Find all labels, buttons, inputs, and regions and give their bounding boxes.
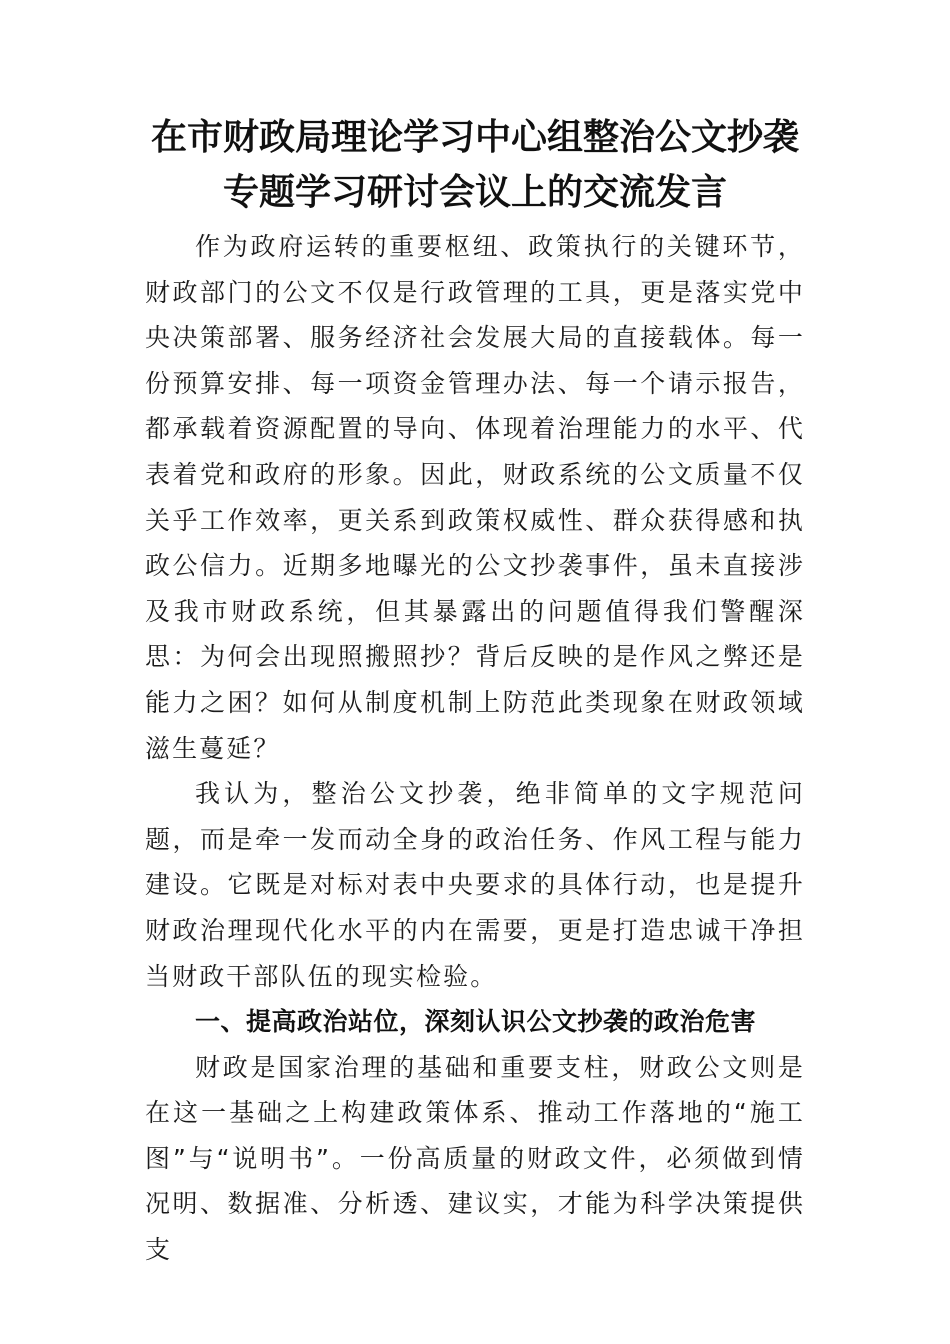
section-heading-1: 一、提高政治站位，深刻认识公文抄袭的政治危害 xyxy=(195,1007,757,1037)
document-body xyxy=(145,224,805,1273)
document-title xyxy=(100,110,850,220)
body-paragraph-1: 作为政府运转的重要枢纽、政策执行的关键环节，财政部门的公文不仅是行政管理的工具，更是落实党中央决策部署、服务经济社会发展大局的直接载体。每一份预算安排、每一项资金管理办法、每一个请示报告，都承载着资源配置的导向、体现着治理能力的水平、代表着党和政府的形象。因此，财政系统的公文质量不仅关乎工作效率，更关系到政策权威性、群众获得感和执政公信力。近期多地曝光的公文抄袭事件，虽未直接涉及我市财政系统，但其暴露出的问题值得我们警醒深思：为何会出现照搬照抄？背后反映的是作风之弊还是能力之困？如何从制度机制上防范此类现象在财政领域滋生蔓延？ xyxy=(145,232,805,763)
body-paragraph-3: 财政是国家治理的基础和重要支柱，财政公文则是在这一基础之上构建政策体系、推动工作落地的“施工图”与“说明书”。一份高质量的财政文件，必须做到情况明、数据准、分析透、建议实，才能为科学决策提供支 xyxy=(145,1052,805,1265)
title-line-1: 在市财政局理论学习中心组整治公文抄袭 xyxy=(150,116,799,158)
title-line-2: 专题学习研讨会议上的交流发言 xyxy=(222,171,727,213)
body-paragraph-2: 我认为，整治公文抄袭，绝非简单的文字规范问题，而是牵一发而动全身的政治任务、作风工程与能力建设。它既是对标对表中央要求的具体行动，也是提升财政治理现代化水平的内在需要，更是打造忠诚干净担当财政干部队伍的现实检验。 xyxy=(145,779,805,991)
